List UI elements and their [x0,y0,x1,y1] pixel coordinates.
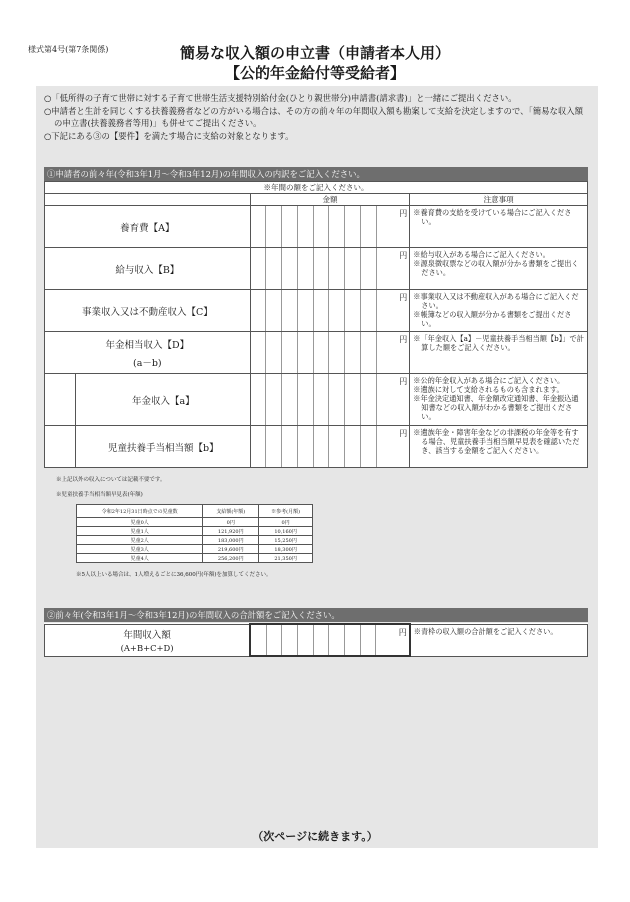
note-pension: ※公的年金収入がある場合にご記入ください。 ※遺族に対して支給されるものも含まれます。 ※年金決定通知書、年金額改定通知書、年金振込通知書などの収入額がわかる書類をご提出ください。 [410,374,588,426]
reference-table-title: ※児童扶養手当相当額早見表(年額) [56,492,143,498]
amount-field-child-allowance[interactable] [250,426,410,468]
section1-heading: ①申請者の前々年(令和3年1月～令和3年12月)の年間収入の内訳をご記入ください。 [44,167,588,181]
yen-label: 円 [399,429,408,438]
ref-header: 令和2年12月31日時点での児童数 [77,505,203,518]
amount-field-salary[interactable] [250,248,410,290]
form-number: 様式第4号(第7条関係) [28,45,109,54]
reference-table-note: ※5人以上いる場合は、1人増えるごとに36,600円(年額)を加算してください。 [76,572,272,578]
notice-list [44,92,588,143]
note-total: ※青枠の収入額の合計額をご記入ください。 [410,624,588,656]
row-label-salary: 給与収入【B】 [45,248,251,290]
notice-item: ○下記にある③の【要件】を満たす場合に支給の対象となります。 [44,131,294,141]
amount-field-pension-equivalent[interactable] [250,332,410,374]
amount-field-business[interactable] [250,290,410,332]
column-header-notes: 注意事項 [410,194,588,206]
header-blank [45,194,251,206]
yen-label: 円 [399,293,408,302]
total-income-table [44,623,588,657]
table-subheading: ※年間の額をご記入ください。 [45,182,588,194]
ref-row: 児童2人 183,000円 15,250円 [77,536,313,545]
page-title: 簡易な収入額の申立書（申請者本人用） [179,44,450,62]
ref-row: 児童3人 219,600円 18,300円 [77,545,313,554]
ref-header: ※参考(月額) [259,505,313,518]
row-label-pension: 年金収入【a】 [45,374,251,426]
amount-field-total[interactable] [250,624,410,656]
yen-label: 円 [398,628,407,637]
yen-label: 円 [399,335,408,344]
yen-label: 円 [399,251,408,260]
amount-field-pension[interactable] [250,374,410,426]
ref-row: 児童1人 121,920円 10,160円 [77,527,313,536]
yen-label: 円 [399,377,408,386]
yen-label: 円 [399,209,408,218]
reference-table [76,504,313,563]
row-label-total: 年間収入額 (A+B+C+D) [45,624,251,656]
continued-notice: （次ページに続きます。） [252,830,378,843]
row-label-business: 事業収入又は不動産収入【C】 [45,290,251,332]
row-label-pension-equivalent: 年金相当収入【D】 (a－b) [45,332,251,374]
column-header-amount: 金額 [250,194,410,206]
notice-item: ○申請者と生計を同じくする扶養義務者などの方がいる場合は、その方の前々年の年間収入額も勘案して支給を決定しますので、「簡易な収入額の申立書(扶養義務者等用)」も併せてご提出ください。 [44,106,583,128]
note-salary: ※給与収入がある場合にご記入ください。 ※源泉徴収票などの収入額が分かる書類をご提出ください。 [410,248,588,290]
note-child-support: ※養育費の支給を受けている場合にご記入ください。 [410,206,588,248]
section1-footnote: ※上記以外の収入については記載不要です。 [56,477,166,483]
notice-item: ○「低所得の子育て世帯に対する子育て世帯生活支援特別給付金(ひとり親世帯分)申請書(請求書)」と一緒にご提出ください。 [44,93,517,103]
note-business: ※事業収入又は不動産収入がある場合にご記入ください。 ※帳簿などの収入額が分かる書類をご提出ください。 [410,290,588,332]
row-label-child-allowance: 児童扶養手当相当額【b】 [45,426,251,468]
ref-row: 児童0人 0円 0円 [77,518,313,527]
ref-header: 支給額(年額) [203,505,259,518]
income-breakdown-table [44,181,588,468]
section2-heading: ②前々年(令和3年1月～令和3年12月)の年間収入の合計額をご記入ください。 [44,608,588,622]
ref-row: 児童4人 256,200円 21,350円 [77,554,313,563]
note-child-allowance: ※遺族年金・障害年金などの非課税の年金等を有する場合、児童扶養手当相当額早見表を確認いただき、該当する金額をご記入ください。 [410,426,588,468]
note-pension-equivalent: ※「年金収入【a】－児童扶養手当相当額【b】」で計算した額をご記入ください。 [410,332,588,374]
row-label-child-support: 養育費【A】 [45,206,251,248]
amount-field-child-support[interactable] [250,206,410,248]
page-subtitle: 【公的年金給付等受給者】 [224,64,405,82]
